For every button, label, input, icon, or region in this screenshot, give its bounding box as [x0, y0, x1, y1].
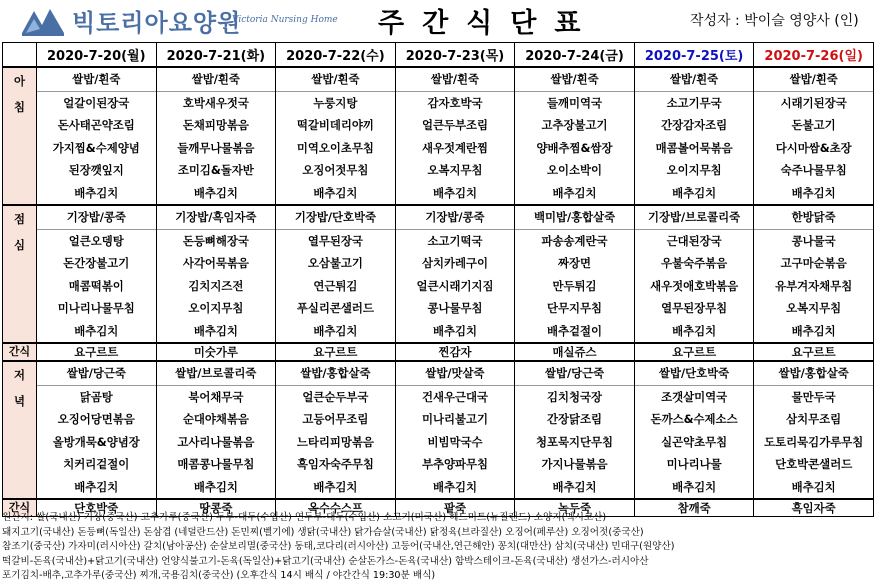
- note-line: 돼지고기(국내산) 돈등뼈(독일산) 돈삼겹 (네덜란드산) 돈민찌(벨기에) 생닭(국내산) 닭가슴살(국내산) 닭정육(브라질산) 오징어(페루산) 오징어젓(중국산): [2, 526, 644, 538]
- page-header: [0, 0, 875, 42]
- breakfast-cell: [634, 67, 754, 205]
- menu-item: 기장밥/단호박죽: [276, 206, 395, 230]
- lunch-cell: [276, 205, 396, 343]
- meal-label-char: 아: [13, 74, 25, 88]
- menu-item: 간장감자조림: [661, 118, 728, 132]
- snack2-cell: 팥죽: [395, 499, 515, 517]
- menu-item: 돈까스&수제소스: [650, 412, 738, 426]
- menu-item: 배추김치: [193, 185, 238, 200]
- menu-item: 간장닭조림: [547, 412, 603, 426]
- menu-item: 얼큰순두부국: [302, 389, 369, 404]
- menu-item: 백미밥/홍합살죽: [515, 206, 634, 230]
- dinner-cell: [754, 361, 874, 499]
- menu-item: 호박새우젓국: [182, 95, 249, 110]
- menu-item: 부추양파무침: [421, 457, 488, 471]
- menu-item: 배추김치: [74, 323, 119, 338]
- snack2-cell: 녹두죽: [515, 499, 635, 517]
- dinner-cell: [156, 361, 276, 499]
- snack1-cell: 매실쥬스: [515, 343, 635, 361]
- menu-item: 콩나물국: [791, 233, 836, 248]
- snack2-cell: 땅콩죽: [156, 499, 276, 517]
- menu-item: 조미김&돌자반: [177, 163, 254, 177]
- menu-item: 고추장불고기: [541, 118, 608, 132]
- date-header-row: [3, 43, 874, 68]
- breakfast-cell: [37, 67, 157, 205]
- menu-item: 김치청국장: [547, 389, 603, 404]
- menu-item: 기장밥/브로콜리죽: [635, 206, 754, 230]
- date-tue: 2020-7-21(화): [156, 43, 276, 68]
- menu-item: 느타리피망볶음: [296, 434, 374, 449]
- breakfast-cell: [754, 67, 874, 205]
- menu-item: 돈사태곤약조림: [57, 118, 135, 132]
- dinner-cell: [395, 361, 515, 499]
- snack1-label: 간식: [3, 343, 37, 361]
- breakfast-cell: [515, 67, 635, 205]
- date-thu: 2020-7-23(목): [395, 43, 515, 68]
- menu-item: 쌀밥/홍합살죽: [754, 362, 873, 386]
- menu-item: 올방개묵&양념장: [52, 434, 140, 449]
- menu-item: 배추김치: [791, 323, 836, 338]
- menu-item: 고등어무조림: [302, 412, 369, 426]
- menu-item: 푸실리콘샐러드: [296, 301, 374, 315]
- menu-item: 양배추찜&쌈장: [536, 140, 613, 155]
- menu-item: 감자호박국: [427, 95, 483, 110]
- lunch-cell: [515, 205, 635, 343]
- menu-item: 배추김치: [672, 323, 717, 338]
- meal-label-char: 심: [13, 238, 25, 252]
- meal-label-char: 저: [13, 368, 25, 382]
- menu-item: 유부겨자채무침: [775, 278, 853, 293]
- menu-item: 매콤콩나물무침: [177, 457, 255, 471]
- menu-item: 오복지무침: [786, 301, 842, 315]
- menu-item: 배추김치: [193, 323, 238, 338]
- menu-item: 쌀밥/흰죽: [37, 68, 156, 92]
- menu-item: 돈등뼈해장국: [182, 233, 249, 248]
- lunch-row: [3, 205, 874, 343]
- snack2-label: 간식: [3, 499, 37, 517]
- dinner-label: [3, 361, 37, 499]
- breakfast-cell: [395, 67, 515, 205]
- menu-item: 매콤볼어묵볶음: [655, 140, 733, 155]
- menu-item: 쌀밥/당근죽: [515, 362, 634, 386]
- menu-item: 배추김치: [552, 479, 597, 494]
- snack1-cell: 미숫가루: [156, 343, 276, 361]
- menu-item: 파송송계란국: [541, 233, 608, 248]
- menu-item: 한방닭죽: [754, 206, 873, 230]
- breakfast-row: [3, 67, 874, 205]
- menu-item: 배추김치: [791, 185, 836, 200]
- snack1-row: [3, 343, 874, 361]
- menu-item: 된장깻잎지: [68, 163, 124, 177]
- menu-item: 오이소박이: [547, 163, 603, 177]
- logo-subtitle: Victoria Nursing Home: [232, 15, 338, 25]
- menu-item: 돈채피망볶음: [182, 118, 249, 132]
- menu-item: 삼치카레구이: [421, 256, 488, 270]
- menu-item: 쌀밥/흰죽: [157, 68, 276, 92]
- menu-item: 단무지무침: [547, 301, 603, 315]
- menu-item: 돈불고기: [791, 118, 836, 132]
- menu-item: 단호박콘샐러드: [775, 457, 853, 471]
- menu-item: 기장밥/콩죽: [37, 206, 156, 230]
- dinner-row: [3, 361, 874, 499]
- menu-item: 소고기떡국: [427, 233, 483, 248]
- menu-item: 오징어당면볶음: [57, 412, 135, 426]
- menu-item: 근대된장국: [666, 233, 722, 248]
- menu-item: 배추김치: [432, 323, 477, 338]
- breakfast-cell: [276, 67, 396, 205]
- menu-item: 김치지즈전: [188, 278, 244, 293]
- menu-item: 얼큰두부조림: [421, 118, 488, 132]
- snack1-cell: 찐감자: [395, 343, 515, 361]
- menu-item: 미나리나물무침: [57, 301, 135, 315]
- dinner-cell: [37, 361, 157, 499]
- date-mon: 2020-7-20(월): [37, 43, 157, 68]
- lunch-cell: [37, 205, 157, 343]
- menu-item: 숙주나물무침: [780, 163, 847, 177]
- weekly-menu-table: [2, 42, 874, 517]
- menu-item: 북어채무국: [188, 389, 244, 404]
- menu-item: 오이지무침: [666, 163, 722, 177]
- date-fri: 2020-7-24(금): [515, 43, 635, 68]
- menu-item: 배추김치: [552, 185, 597, 200]
- lunch-label: [3, 205, 37, 343]
- snack2-cell: 옥수수스프: [276, 499, 396, 517]
- menu-item: 닭곰탕: [79, 389, 113, 404]
- menu-item: 미나리나물: [666, 457, 722, 471]
- snack1-cell: 요구르트: [754, 343, 874, 361]
- snack1-cell: 요구르트: [276, 343, 396, 361]
- menu-item: 가지찜&수제양념: [52, 140, 140, 155]
- menu-item: 떡갈비데리야끼: [296, 118, 374, 132]
- menu-item: 들깨무나물볶음: [177, 140, 255, 155]
- menu-item: 배추겉절이: [547, 323, 603, 338]
- corner-cell: [3, 43, 37, 68]
- menu-item: 콩나물무침: [427, 301, 483, 315]
- menu-item: 미역오이초무침: [296, 140, 374, 155]
- menu-item: 쌀밥/브로콜리죽: [157, 362, 276, 386]
- menu-item: 연근튀김: [313, 278, 358, 293]
- menu-item: 배추김치: [313, 185, 358, 200]
- menu-item: 조갯살미역국: [661, 389, 728, 404]
- menu-item: 쌀밥/흰죽: [396, 68, 515, 92]
- menu-item: 미나리불고기: [421, 412, 488, 426]
- menu-item: 배추김치: [313, 323, 358, 338]
- menu-item: 쌀밥/흰죽: [754, 68, 873, 92]
- menu-item: 매콤떡볶이: [68, 278, 124, 293]
- menu-item: 만두튀김: [552, 278, 597, 293]
- breakfast-label: [3, 67, 37, 205]
- menu-item: 열무된장국: [307, 233, 363, 248]
- menu-item: 사각어묵볶음: [182, 256, 249, 270]
- menu-item: 순대야채볶음: [182, 412, 249, 426]
- breakfast-cell: [156, 67, 276, 205]
- logo-mark-icon: [20, 5, 66, 37]
- menu-item: 들깨미역국: [547, 95, 603, 110]
- snack2-cell: 흑임자죽: [754, 499, 874, 517]
- menu-item: 치커리겉절이: [63, 457, 130, 471]
- origin-notes: [2, 511, 874, 584]
- menu-item: 소고기무국: [666, 95, 722, 110]
- author-line: 작성자 : 박이슬 영양사 (인): [690, 13, 859, 29]
- menu-item: 가지나물볶음: [541, 457, 608, 471]
- snack2-cell: 참깨죽: [634, 499, 754, 517]
- date-sun: 2020-7-26(일): [754, 43, 874, 68]
- note-line: 참조기(중국산) 가자미(러시아산) 갈치(남아공산) 순살보리멸(중국산) 동태,코다리(러시아산) 고등어(국내산,연근해안) 꽁치(대만산) 삼치(국내산) 민대구(원양산): [2, 541, 675, 553]
- menu-item: 배추김치: [672, 479, 717, 494]
- menu-item: 쌀밥/맛살죽: [396, 362, 515, 386]
- logo-name: 빅토리아요양원: [72, 9, 242, 37]
- menu-item: 건새우근대국: [421, 389, 488, 404]
- menu-item: 배추김치: [74, 479, 119, 494]
- date-wed: 2020-7-22(수): [276, 43, 396, 68]
- menu-item: 새우젓계란찜: [421, 140, 488, 155]
- menu-item: 배추김치: [432, 479, 477, 494]
- menu-item: 오이지무침: [188, 301, 244, 315]
- lunch-cell: [634, 205, 754, 343]
- menu-item: 쌀밥/흰죽: [276, 68, 395, 92]
- note-line: 포기김치-배추,고추가루(중국산) 찌개,국용김치(중국산) (오후간식 14시 배식 / 야간간식 19:30분 배식): [2, 570, 436, 582]
- note-line: 원산지: 쌀(국내산) 기장(중국산) 고추가루(중국산) 두부-대두(수입산) 연두부-대두(수입산) 소고기(미국산) 헤드미트(뉴질랜드) 소양지(멕시코산): [2, 512, 607, 523]
- menu-item: 얼갈이된장국: [63, 95, 130, 110]
- menu-item: 얼큰오뎅탕: [68, 233, 124, 248]
- menu-item: 고사리나물볶음: [177, 434, 255, 449]
- menu-item: 새우젓애호박볶음: [650, 278, 739, 293]
- menu-item: 삼치무조림: [786, 412, 842, 426]
- menu-item: 얼큰시래기지짐: [416, 278, 494, 293]
- menu-item: 쌀밥/흰죽: [515, 68, 634, 92]
- dinner-cell: [634, 361, 754, 499]
- menu-item: 오징어젓무침: [302, 163, 369, 177]
- date-sat: 2020-7-25(토): [634, 43, 754, 68]
- menu-item: 배추김치: [672, 185, 717, 200]
- menu-item: 배추김치: [791, 479, 836, 494]
- meal-label-char: 침: [13, 100, 25, 114]
- menu-item: 비빔막국수: [427, 434, 483, 449]
- menu-item: 열무된장무침: [661, 301, 728, 315]
- lunch-cell: [156, 205, 276, 343]
- dinner-cell: [515, 361, 635, 499]
- menu-item: 고구마순볶음: [780, 256, 847, 270]
- menu-item: 기장밥/콩죽: [396, 206, 515, 230]
- menu-item: 짜장면: [558, 256, 592, 270]
- menu-item: 도토리묵김가루무침: [764, 434, 864, 449]
- menu-item: 돈간장불고기: [63, 256, 130, 270]
- note-line: 떡갈비-돈육(국내산)+닭고기(국내산) 언양식불고기-돈육(독일산)+닭고기(국내산) 순살돈가스-돈육(국내산) 함박스테이크-돈육(국내산) 생선가스-러시아산: [2, 555, 649, 567]
- menu-item: 배추김치: [74, 185, 119, 200]
- menu-item: 배추김치: [432, 185, 477, 200]
- menu-item: 배추김치: [313, 479, 358, 494]
- page-title: 주간식단표: [378, 8, 599, 39]
- menu-item: 기장밥/흑임자죽: [157, 206, 276, 230]
- snack1-cell: 요구르트: [634, 343, 754, 361]
- menu-item: 시래기된장국: [780, 95, 847, 110]
- meal-label-char: 녁: [13, 394, 25, 408]
- dinner-cell: [276, 361, 396, 499]
- meal-label-char: 점: [13, 212, 25, 226]
- menu-item: 청포묵지단무침: [536, 434, 614, 449]
- menu-item: 흑임자숙주무침: [296, 457, 374, 471]
- logo: [20, 3, 390, 39]
- menu-item: 누룽지탕: [313, 95, 358, 110]
- snack1-cell: 요구르트: [37, 343, 157, 361]
- menu-item: 오복지무침: [427, 163, 483, 177]
- menu-item: 오삼불고기: [307, 256, 363, 270]
- lunch-cell: [395, 205, 515, 343]
- menu-item: 배추김치: [193, 479, 238, 494]
- menu-item: 쌀밥/당근죽: [37, 362, 156, 386]
- lunch-cell: [754, 205, 874, 343]
- menu-item: 다시마쌈&초장: [775, 140, 852, 155]
- menu-item: 실곤약초무침: [661, 434, 728, 449]
- menu-item: 물만두국: [791, 389, 836, 404]
- menu-item: 쌀밥/흰죽: [635, 68, 754, 92]
- snack2-cell: 단호박죽: [37, 499, 157, 517]
- menu-item: 쌀밥/단호박죽: [635, 362, 754, 386]
- menu-item: 우불숙주볶음: [661, 256, 728, 270]
- menu-item: 쌀밥/홍합살죽: [276, 362, 395, 386]
